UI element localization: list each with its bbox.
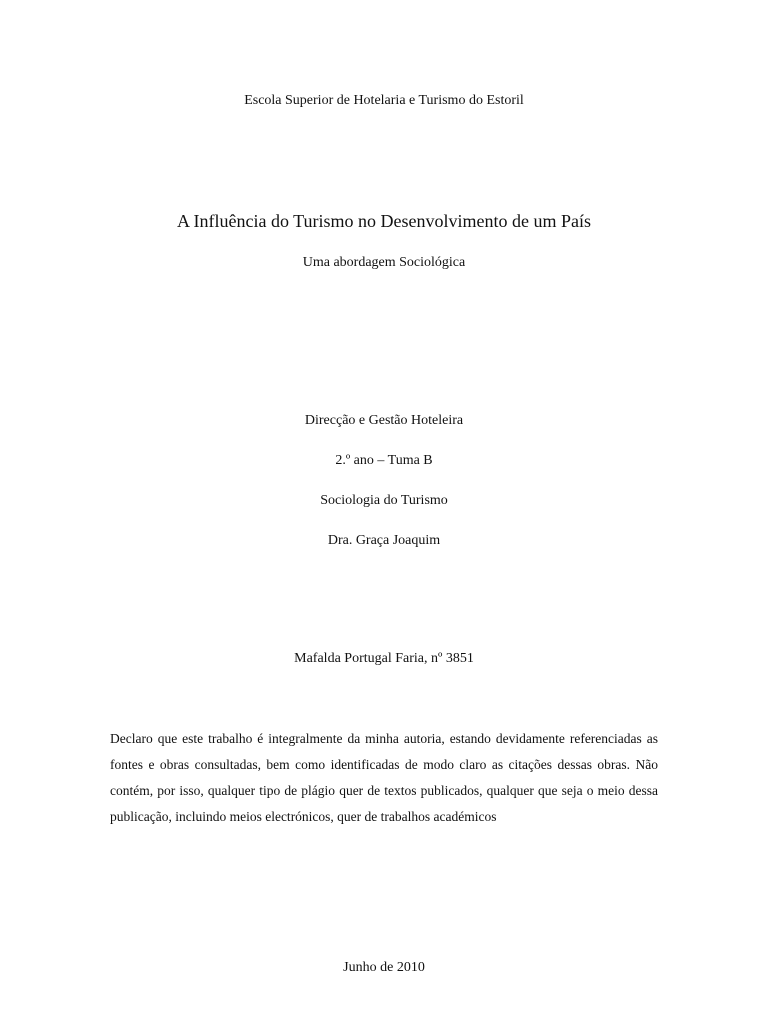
document-subtitle: Uma abordagem Sociológica [302,255,466,270]
teacher-name: Dra. Graça Joaquim [327,533,441,548]
year-class: 2.º ano – Tuma B [335,453,433,468]
author-name: Mafalda Portugal Faria, nº 3851 [294,651,474,666]
course-name: Direcção e Gestão Hoteleira [304,413,464,428]
subject-name: Sociologia do Turismo [320,493,448,508]
document-date: Junho de 2010 [343,960,425,975]
document-title: A Influência do Turismo no Desenvolvimento de um País [177,211,591,231]
institution-name: Escola Superior de Hotelaria e Turismo do Estoril [244,93,524,108]
authorship-declaration: Declaro que este trabalho é integralmente da minha autoria, estando devidamente referenciadas as fontes e obras consultadas, bem como identificadas de modo claro as citações dessas obras. Não contém, por isso, qualquer tipo de plágio quer de textos publicados, qualquer que seja o meio dessa publicação, incluindo meios electrónicos, quer de trabalhos académicos [110,731,658,824]
